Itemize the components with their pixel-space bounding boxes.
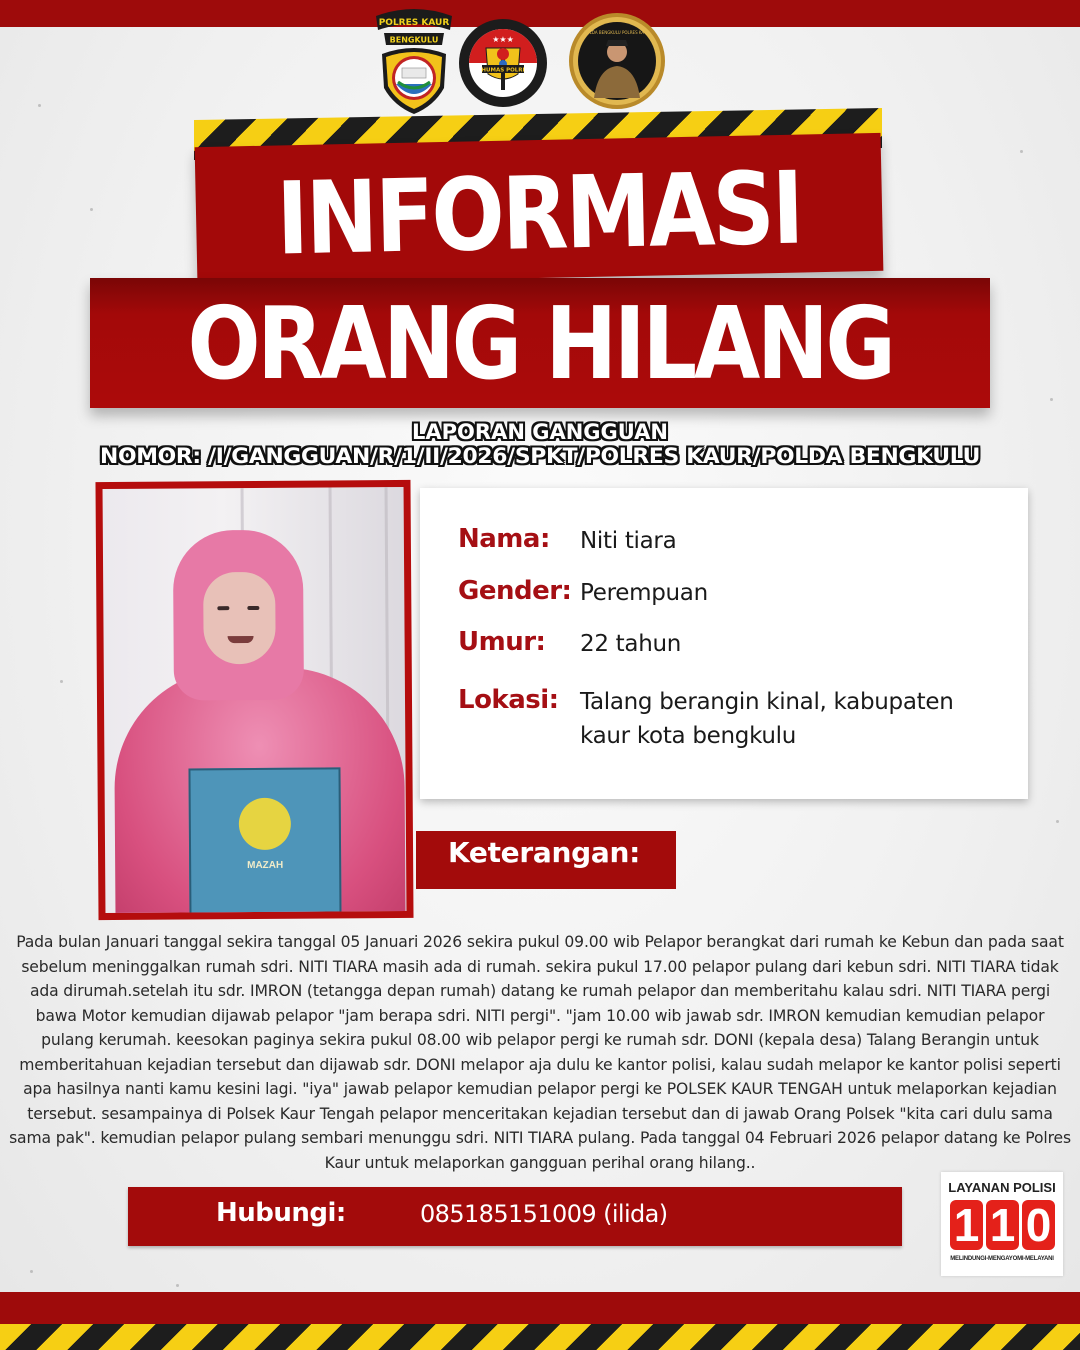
background-speck [1050,398,1053,401]
background-speck [30,1270,33,1273]
background-speck [60,680,63,683]
name-label: Nama: [458,524,550,554]
info-row-name [458,524,980,558]
logo-row [368,4,668,116]
badge-digit: 0 [1022,1200,1055,1250]
face [203,572,276,665]
humas-polri-logo-icon [458,18,548,108]
report-header [0,420,1080,468]
badge-digit: 1 [950,1200,983,1250]
age-label: Umur: [458,627,546,657]
info-row-gender [458,576,980,610]
info-row-age [458,627,980,661]
badge-digit: 1 [986,1200,1019,1250]
background-speck [1056,820,1059,823]
title-line-1: INFORMASI [275,149,803,277]
keterangan-label: Keterangan: [416,831,676,889]
location-label: Lokasi: [458,685,559,715]
contact-phone[interactable]: 085185151009 (ilida) [420,1200,668,1228]
polda-bengkulu-logo-icon [568,12,666,110]
svg-text:POLRES KAUR: POLRES KAUR [378,18,450,28]
emblem-icon [239,798,291,850]
svg-text:HUMAS POLRI: HUMAS POLRI [481,67,525,74]
badge-digits [950,1200,1055,1250]
svg-text:BENGKULU: BENGKULU [389,35,439,45]
background-speck [1020,150,1023,153]
title-line-2: ORANG HILANG [187,284,893,402]
name-value: Niti tiara [580,528,677,554]
badge-slogan: MELINDUNGI-MENGAYOMI-MELAYANI [950,1256,1054,1262]
info-row-location [458,685,970,753]
eye [247,606,259,610]
gender-label: Gender: [458,576,572,606]
diploma-folder [188,767,341,920]
layanan-polisi-110-badge [941,1172,1063,1276]
location-value: Talang berangin kinal, kabupaten kaur kota bengkulu [580,689,954,749]
contact-label: Hubungi: [216,1198,346,1228]
background-speck [90,208,93,211]
svg-text:POLDA BENGKULU POLRES KAUR: POLDA BENGKULU POLRES KAUR [584,30,650,35]
report-heading: LAPORAN GANGGUAN [412,420,668,444]
keterangan-text: Pada bulan Januari tanggal sekira tanggal 05 Januari 2026 sekira pukul 09.00 wib Pelapor berangkat dari rumah ke Kebun dan pada saat sebelum meninggalkan rumah sdri. NITI TIARA masih ada di rumah. sekira pukul 17.00 pelapor pulang dari kebun sdri. NITI TIARA tidak ada dirumah.setelah itu sdr. IMRON (tetangga depan rumah) datang ke rumah pelapor dan memberitahu kalau sdri. NITI TIARA pergi bawa Motor kemudian dijawab pelapor "jam berapa sdri. NITI pergi". "jam 10.00 wib jawab sdr. IMRON kemudian kemudian pelapor pulang kerumah. keesokan paginya sekira pukul 08.00 wib pelapor pergi ke rumah sdr. DONI (kepala desa) Talang Berangin untuk memberitahuan kejadian tersebut dan dijawab sdr. DONI melapor aja dulu ke kantor polisi, kalau sudah melapor ke kantor polisi seperti apa hasilnya nanti kamu kesini lagi. "iya" jawab pelapor kemudian pelapor pergi ke POLSEK KAUR TENGAH untuk melaporkan kejadian tersebut. sesampainya di Polsek Kaur Tengah pelapor menceritakan kejadian tersebut dan di jawab Orang Polsek "kita cari dulu sama sama pak". kemudian pelapor pulang sembari menunggu sdri. NITI TIARA pulang. Pada tanggal 04 Februari 2026 pelapor datang ke Polres Kaur untuk melaporkan gangguan perihal orang hilang.. [9,933,1071,1172]
missing-person-photo [95,480,413,920]
badge-title: LAYANAN POLISI [948,1180,1056,1195]
person-info-card [420,488,1028,799]
age-value: 22 tahun [580,631,682,657]
bottom-red-bar [0,1292,1080,1324]
polres-kaur-logo-icon [372,6,456,116]
eye [217,606,229,610]
smile [228,636,254,643]
svg-text:★★★: ★★★ [492,35,514,44]
hazard-stripe-bottom [0,1324,1080,1350]
background-speck [38,104,41,107]
background-speck [176,1284,179,1287]
folder-label: MAZAH [247,859,284,872]
contact-bar [128,1187,902,1246]
report-number: NOMOR: /I/GANGGUAN/R/1/II/2026/SPKT/POLRES KAUR/POLDA BENGKULU [99,444,981,468]
gender-value: Perempuan [580,580,708,606]
